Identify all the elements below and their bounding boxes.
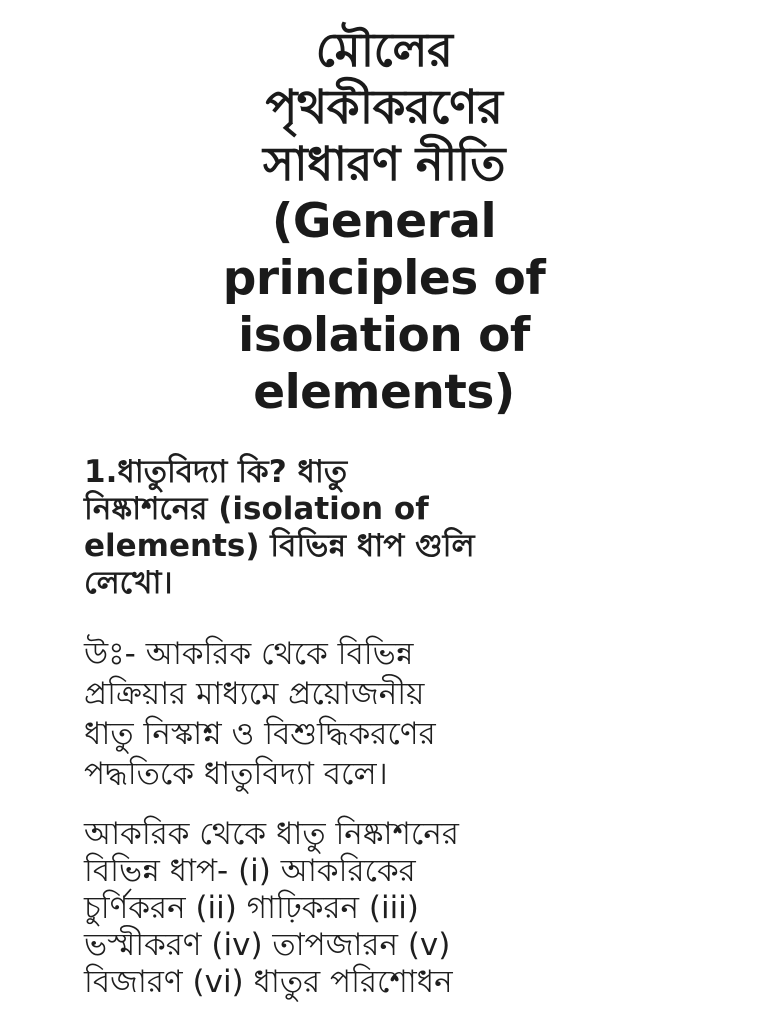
steps-line: ভস্মীকরণ (iv) তাপজারন (v) [84,927,451,963]
title-line: মৌলের [315,23,453,78]
answer-paragraph [84,634,724,794]
question-line: নিষ্কাশনের (isolation of [84,491,429,527]
steps-line: আকরিক থেকে ধাতু নিষ্কাশনের [84,816,459,852]
question-line: 1.ধাতুবিদ্যা কি? ধাতু [84,454,348,490]
title-line: পৃথকীকরণের [265,80,503,135]
steps-line: বিভিন্ন ধাপ- (i) আকরিকের [84,853,416,889]
answer-line: প্রক্রিয়ার মাধ্যমে প্রয়োজনীয় [84,676,425,712]
title-line: সাধারণ নীতি [263,137,505,192]
question-heading [84,454,704,602]
steps-line: বিজারণ (vi) ধাতুর পরিশোধন [84,964,453,1000]
answer-line: পদ্ধতিকে ধাতুবিদ্যা বলে। [84,756,388,792]
title-line: principles of [222,251,546,306]
title-line: (General [271,194,497,249]
page-title [84,22,684,421]
question-line: elements) বিভিন্ন ধাপ গুলি [84,528,475,564]
question-line: লেখো। [84,565,173,601]
steps-line: চুর্ণিকরন (ii) গাঢ়িকরন (iii) [84,890,419,926]
answer-line: উঃ- আকরিক থেকে বিভিন্ন [84,636,414,672]
title-line: elements) [253,365,515,420]
title-line: isolation of [238,308,530,363]
steps-paragraph [84,816,724,1001]
answer-line: ধাতু নিস্কাশ্ন ও বিশুদ্ধিকরণের [84,716,436,752]
